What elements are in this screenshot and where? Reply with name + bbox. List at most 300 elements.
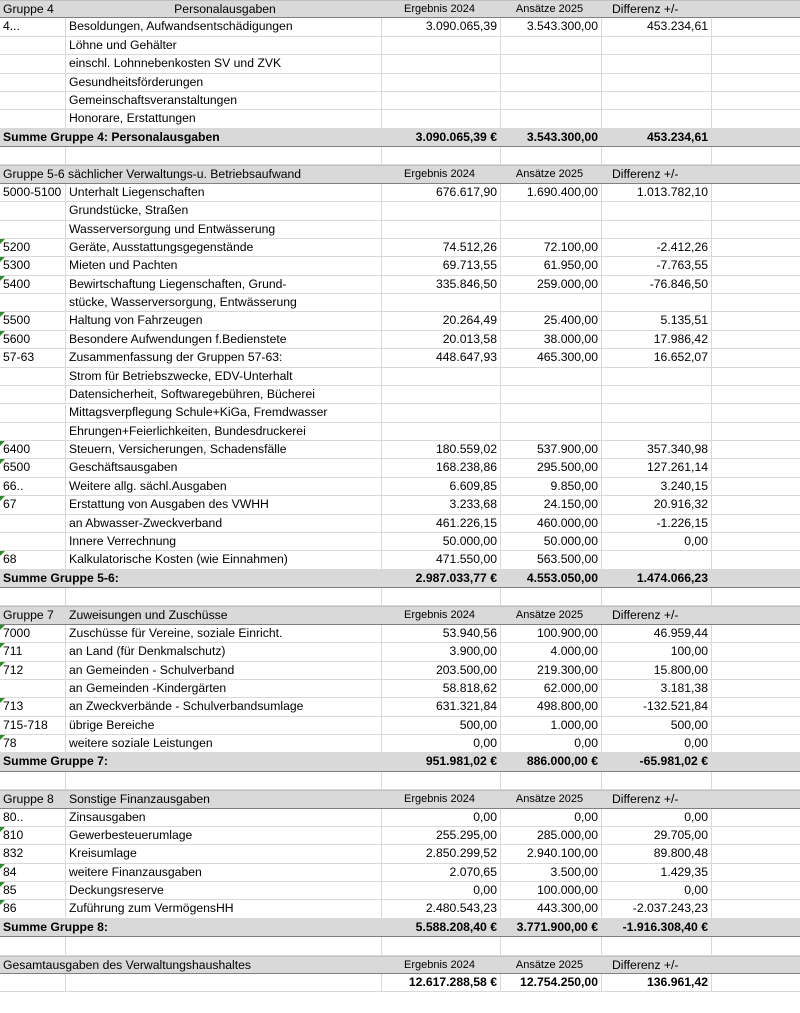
budget-2025-cell[interactable]: 3.500,00 [501,864,602,881]
account-cell[interactable]: 5300 [0,257,66,274]
table-row [0,110,800,128]
table-row [0,625,800,643]
budget-2025-cell[interactable]: 9.850,00 [501,478,602,495]
table-row [0,184,800,202]
result-2024-cell[interactable]: Ergebnis 2024 [382,791,501,807]
difference-cell[interactable] [602,772,712,789]
difference-cell[interactable]: -65.981,02 € [602,753,712,770]
difference-cell[interactable] [602,74,712,91]
group-header-row [0,165,800,183]
description-cell[interactable]: an Gemeinden -Kindergärten [66,680,382,697]
table-row [0,331,800,349]
description-cell[interactable]: Sonstige Finanzausgaben [66,791,382,807]
table-row [0,441,800,459]
description-cell[interactable]: Mieten und Pachten [66,257,382,274]
budget-2025-cell[interactable] [501,110,602,127]
budget-2025-cell[interactable]: 3.543.300,00 [501,18,602,35]
account-cell[interactable] [0,937,66,954]
budget-2025-cell[interactable] [501,74,602,91]
table-row [0,276,800,294]
budget-2025-cell[interactable]: Ansätze 2025 [501,1,602,17]
difference-cell[interactable]: -2.412,26 [602,239,712,256]
result-2024-cell[interactable] [382,74,501,91]
account-cell[interactable]: 68 [0,551,66,568]
result-2024-cell[interactable] [382,221,501,238]
result-2024-cell[interactable]: 2.070,65 [382,864,501,881]
budget-2025-cell[interactable] [501,423,602,440]
budget-2025-cell[interactable]: Ansätze 2025 [501,166,602,182]
result-2024-cell[interactable]: 0,00 [382,809,501,826]
budget-2025-cell[interactable] [501,55,602,72]
difference-cell[interactable] [602,202,712,219]
difference-cell[interactable]: 453.234,61 [602,129,712,146]
difference-cell[interactable]: 16.652,07 [602,349,712,366]
account-cell[interactable]: Gruppe 7 [0,607,66,623]
table-row [0,202,800,220]
account-cell[interactable]: 832 [0,845,66,862]
description-cell[interactable]: übrige Bereiche [66,717,382,734]
budget-2025-cell[interactable]: Ansätze 2025 [501,791,602,807]
difference-cell[interactable] [602,37,712,54]
difference-cell[interactable]: 0,00 [602,533,712,550]
description-cell[interactable]: an Zweckverbände - Schulverbandsumlage [66,698,382,715]
difference-cell[interactable] [602,147,712,164]
result-2024-cell[interactable]: 3.233,68 [382,496,501,513]
budget-2025-cell[interactable] [501,404,602,421]
table-row [0,92,800,110]
description-cell[interactable] [66,147,382,164]
account-cell[interactable]: 78 [0,735,66,752]
description-cell[interactable] [66,974,382,991]
description-cell[interactable]: Honorare, Erstattungen [66,110,382,127]
budget-2025-cell[interactable]: 563.500,00 [501,551,602,568]
result-2024-cell[interactable]: 335.846,50 [382,276,501,293]
account-cell[interactable]: Summe Gruppe 4: Personalausgaben [3,129,220,144]
difference-cell[interactable] [602,551,712,568]
description-cell[interactable]: Kreisumlage [66,845,382,862]
difference-cell[interactable]: 3.181,38 [602,680,712,697]
budget-2025-cell[interactable]: Ansätze 2025 [501,607,602,623]
budget-2025-cell[interactable]: 24.150,00 [501,496,602,513]
description-cell[interactable]: Steuern, Versicherungen, Schadensfälle [66,441,382,458]
description-cell[interactable]: Löhne und Gehälter [66,37,382,54]
description-cell[interactable] [66,570,382,587]
account-cell[interactable]: Gruppe 4 [0,1,66,17]
result-2024-cell[interactable]: 3.090.065,39 [382,18,501,35]
table-row [0,515,800,533]
result-2024-cell[interactable]: 0,00 [382,882,501,899]
budget-2025-cell[interactable]: 0,00 [501,809,602,826]
budget-2025-cell[interactable]: 38.000,00 [501,331,602,348]
result-2024-cell[interactable]: 20.013,58 [382,331,501,348]
difference-cell[interactable] [602,92,712,109]
description-cell[interactable]: Weitere allg. sächl.Ausgaben [66,478,382,495]
account-cell[interactable] [0,772,66,789]
account-cell[interactable]: Summe Gruppe 8: [3,919,108,934]
budget-2025-cell[interactable] [501,202,602,219]
description-cell[interactable]: Kalkulatorische Kosten (wie Einnahmen) [66,551,382,568]
result-2024-cell[interactable] [382,368,501,385]
account-cell[interactable] [0,74,66,91]
account-cell[interactable] [0,202,66,219]
difference-cell[interactable]: -2.037.243,23 [602,900,712,917]
budget-2025-cell[interactable]: 4.000,00 [501,643,602,660]
difference-cell[interactable] [602,221,712,238]
difference-cell[interactable]: -76.846,50 [602,276,712,293]
budget-2025-cell[interactable]: 259.000,00 [501,276,602,293]
budget-2025-cell[interactable]: 443.300,00 [501,900,602,917]
description-cell[interactable]: Datensicherheit, Softwaregebühren, Bücherei [66,386,382,403]
result-2024-cell[interactable] [382,92,501,109]
account-cell[interactable]: 6400 [0,441,66,458]
result-2024-cell[interactable]: 53.940,56 [382,625,501,642]
result-2024-cell[interactable] [382,386,501,403]
blank-row [0,147,800,165]
budget-2025-cell[interactable] [501,294,602,311]
budget-2025-cell[interactable]: 62.000,00 [501,680,602,697]
result-2024-cell[interactable]: 951.981,02 € [382,753,501,770]
account-cell[interactable] [0,515,66,532]
group-header-row [0,790,800,808]
result-2024-cell[interactable]: 471.550,00 [382,551,501,568]
budget-2025-cell[interactable]: 1.000,00 [501,717,602,734]
table-row [0,55,800,73]
result-2024-cell[interactable]: 3.090.065,39 € [382,129,501,146]
account-cell[interactable]: 84 [0,864,66,881]
account-cell[interactable]: Gruppe 5-6 sächlicher Verwaltungs-u. Betriebsaufwand [0,166,66,182]
table-row [0,827,800,845]
result-2024-cell[interactable]: 168.238,86 [382,459,501,476]
table-row [0,662,800,680]
budget-2025-cell[interactable]: 537.900,00 [501,441,602,458]
budget-2025-cell[interactable]: Ansätze 2025 [501,957,602,973]
result-2024-cell[interactable] [382,110,501,127]
table-row [0,900,800,918]
difference-cell[interactable]: 127.261,14 [602,459,712,476]
account-cell[interactable]: 7000 [0,625,66,642]
description-cell[interactable]: Bewirtschaftung Liegenschaften, Grund- [66,276,382,293]
group-sum-row [0,129,800,147]
table-row [0,349,800,367]
budget-2025-cell[interactable]: 4.553.050,00 [501,570,602,587]
budget-2025-cell[interactable]: 100.900,00 [501,625,602,642]
result-2024-cell[interactable] [382,937,501,954]
result-2024-cell[interactable] [382,37,501,54]
difference-cell[interactable]: -1.226,15 [602,515,712,532]
difference-cell[interactable]: 20.916,32 [602,496,712,513]
description-cell[interactable] [66,772,382,789]
account-cell[interactable]: 5600 [0,331,66,348]
result-2024-cell[interactable] [382,423,501,440]
description-cell[interactable]: Besondere Aufwendungen f.Bedienstete [66,331,382,348]
difference-cell[interactable]: 1.474.066,23 [602,570,712,587]
result-2024-cell[interactable] [382,202,501,219]
group-sum-row [0,919,800,937]
budget-2025-cell[interactable]: 886.000,00 € [501,753,602,770]
result-2024-cell[interactable]: Ergebnis 2024 [382,957,501,973]
difference-cell[interactable]: 453.234,61 [602,18,712,35]
account-cell[interactable]: 80.. [0,809,66,826]
difference-cell[interactable] [602,386,712,403]
difference-cell[interactable]: Differenz +/- [602,166,712,182]
budget-2025-cell[interactable]: 12.754.250,00 [501,974,602,991]
account-cell[interactable]: 810 [0,827,66,844]
budget-2025-cell[interactable]: 3.543.300,00 [501,129,602,146]
difference-cell[interactable]: 1.429,35 [602,864,712,881]
account-cell[interactable]: 711 [0,643,66,660]
difference-cell[interactable] [602,368,712,385]
description-cell[interactable]: Geräte, Ausstattungsgegenstände [66,239,382,256]
difference-cell[interactable]: 0,00 [602,882,712,899]
result-2024-cell[interactable]: 3.900,00 [382,643,501,660]
result-2024-cell[interactable]: Ergebnis 2024 [382,607,501,623]
account-cell[interactable]: Gruppe 8 [0,791,66,807]
account-cell[interactable] [0,386,66,403]
description-cell[interactable]: einschl. Lohnnebenkosten SV und ZVK [66,55,382,72]
difference-cell[interactable]: 0,00 [602,809,712,826]
difference-cell[interactable]: 3.240,15 [602,478,712,495]
result-2024-cell[interactable] [382,588,501,605]
description-cell[interactable]: Gemeinschaftsveranstaltungen [66,92,382,109]
description-cell[interactable]: Deckungsreserve [66,882,382,899]
result-2024-cell[interactable]: 500,00 [382,717,501,734]
difference-cell[interactable]: 357.340,98 [602,441,712,458]
description-cell[interactable] [66,588,382,605]
group-sum-row [0,753,800,771]
budget-2025-cell[interactable] [501,92,602,109]
description-cell[interactable]: Haltung von Fahrzeugen [66,312,382,329]
description-cell[interactable] [66,166,382,182]
account-cell[interactable]: 5200 [0,239,66,256]
difference-cell[interactable]: 0,00 [602,735,712,752]
account-cell[interactable]: Gesamtausgaben des Verwaltungshaushaltes [0,957,382,973]
result-2024-cell[interactable]: 180.559,02 [382,441,501,458]
account-cell[interactable] [0,533,66,550]
table-row [0,423,800,441]
difference-cell[interactable]: Differenz +/- [602,791,712,807]
description-cell[interactable]: Besoldungen, Aufwandsentschädigungen [66,18,382,35]
account-cell[interactable]: 715-718 [0,717,66,734]
budget-2025-cell[interactable]: 0,00 [501,735,602,752]
account-cell[interactable]: 712 [0,662,66,679]
budget-2025-cell[interactable] [501,937,602,954]
difference-cell[interactable] [602,937,712,954]
description-cell[interactable]: Ehrungen+Feierlichkeiten, Bundesdruckerei [66,423,382,440]
result-2024-cell[interactable] [382,55,501,72]
table-row [0,809,800,827]
account-cell[interactable]: Summe Gruppe 5-6: [3,570,119,585]
result-2024-cell[interactable]: 448.647,93 [382,349,501,366]
description-cell[interactable]: weitere Finanzausgaben [66,864,382,881]
account-cell[interactable]: Summe Gruppe 7: [3,754,108,769]
difference-cell[interactable]: -1.916.308,40 € [602,919,712,936]
result-2024-cell[interactable]: Ergebnis 2024 [382,166,501,182]
difference-cell[interactable]: 15.800,00 [602,662,712,679]
budget-2025-cell[interactable] [501,37,602,54]
result-2024-cell[interactable]: 50.000,00 [382,533,501,550]
account-cell[interactable] [0,110,66,127]
budget-2025-cell[interactable] [501,386,602,403]
difference-cell[interactable]: 100,00 [602,643,712,660]
difference-cell[interactable] [602,55,712,72]
result-2024-cell[interactable]: 74.512,26 [382,239,501,256]
budget-2025-cell[interactable]: 1.690.400,00 [501,184,602,201]
account-cell[interactable] [0,294,66,311]
result-2024-cell[interactable]: 255.295,00 [382,827,501,844]
result-2024-cell[interactable]: 676.617,90 [382,184,501,201]
difference-cell[interactable]: 89.800,48 [602,845,712,862]
account-cell[interactable] [0,92,66,109]
result-2024-cell[interactable]: 5.588.208,40 € [382,919,501,936]
account-cell[interactable] [0,147,66,164]
account-cell[interactable]: 5000-5100 [0,184,66,201]
description-cell[interactable]: Zusammenfassung der Gruppen 57-63: [66,349,382,366]
description-cell[interactable]: Geschäftsausgaben [66,459,382,476]
account-cell[interactable] [0,404,66,421]
budget-2025-cell[interactable]: 72.100,00 [501,239,602,256]
description-cell[interactable]: Unterhalt Liegenschaften [66,184,382,201]
description-cell[interactable]: Gesundheitsförderungen [66,74,382,91]
description-cell[interactable] [66,919,382,936]
budget-2025-cell[interactable]: 465.300,00 [501,349,602,366]
difference-cell[interactable] [602,423,712,440]
result-2024-cell[interactable]: Ergebnis 2024 [382,1,501,17]
budget-2025-cell[interactable]: 219.300,00 [501,662,602,679]
difference-cell[interactable]: Differenz +/- [602,957,712,973]
table-row [0,882,800,900]
description-cell[interactable] [66,753,382,770]
budget-2025-cell[interactable]: 460.000,00 [501,515,602,532]
description-cell[interactable]: weitere soziale Leistungen [66,735,382,752]
difference-cell[interactable]: 17.986,42 [602,331,712,348]
description-cell[interactable] [66,129,382,146]
account-cell[interactable]: 66.. [0,478,66,495]
difference-cell[interactable]: 500,00 [602,717,712,734]
budget-2025-cell[interactable] [501,772,602,789]
group-header-row [0,956,800,974]
account-cell[interactable] [0,37,66,54]
budget-2025-cell[interactable]: 295.500,00 [501,459,602,476]
difference-cell[interactable]: Differenz +/- [602,1,712,17]
difference-cell[interactable] [602,404,712,421]
account-cell[interactable]: 713 [0,698,66,715]
result-2024-cell[interactable]: 0,00 [382,735,501,752]
description-cell[interactable]: stücke, Wasserversorgung, Entwässerung [66,294,382,311]
account-cell[interactable]: 86 [0,900,66,917]
result-2024-cell[interactable]: 2.850.299,52 [382,845,501,862]
description-cell[interactable]: Zinsausgaben [66,809,382,826]
table-row [0,257,800,275]
description-cell[interactable]: an Gemeinden - Schulverband [66,662,382,679]
result-2024-cell[interactable]: 203.500,00 [382,662,501,679]
difference-cell[interactable] [602,588,712,605]
table-row [0,459,800,477]
account-cell[interactable]: 4... [0,18,66,35]
group-sum-row [0,570,800,588]
blank-row [0,937,800,955]
difference-cell[interactable]: 29.705,00 [602,827,712,844]
description-cell[interactable]: an Land (für Denkmalschutz) [66,643,382,660]
result-2024-cell[interactable]: 2.987.033,77 € [382,570,501,587]
budget-2025-cell[interactable] [501,221,602,238]
account-cell[interactable]: 6500 [0,459,66,476]
difference-cell[interactable]: -7.763,55 [602,257,712,274]
account-cell[interactable]: 5400 [0,276,66,293]
description-cell[interactable]: an Abwasser-Zweckverband [66,515,382,532]
result-2024-cell[interactable]: 461.226,15 [382,515,501,532]
account-cell[interactable] [0,55,66,72]
difference-cell[interactable] [602,110,712,127]
description-cell[interactable]: Strom für Betriebszwecke, EDV-Unterhalt [66,368,382,385]
result-2024-cell[interactable] [382,294,501,311]
account-cell[interactable] [0,974,66,991]
budget-2025-cell[interactable]: 2.940.100,00 [501,845,602,862]
difference-cell[interactable]: -132.521,84 [602,698,712,715]
description-cell[interactable]: Gewerbesteuerumlage [66,827,382,844]
description-cell[interactable]: Mittagsverpflegung Schule+KiGa, Fremdwasser [66,404,382,421]
budget-2025-cell[interactable]: 25.400,00 [501,312,602,329]
difference-cell[interactable]: 136.961,42 [602,974,712,991]
budget-2025-cell[interactable]: 61.950,00 [501,257,602,274]
result-2024-cell[interactable]: 12.617.288,58 € [382,974,501,991]
budget-2025-cell[interactable] [501,368,602,385]
description-cell[interactable]: Zuschüsse für Vereine, soziale Einricht. [66,625,382,642]
budget-2025-cell[interactable]: 285.000,00 [501,827,602,844]
budget-2025-cell[interactable] [501,588,602,605]
result-2024-cell[interactable]: 20.264,49 [382,312,501,329]
table-row [0,735,800,753]
description-cell[interactable]: Innere Verrechnung [66,533,382,550]
budget-2025-cell[interactable] [501,147,602,164]
budget-2025-cell[interactable]: 100.000,00 [501,882,602,899]
description-cell[interactable] [66,937,382,954]
description-cell[interactable]: Zuführung zum VermögensHH [66,900,382,917]
account-cell[interactable] [0,221,66,238]
description-cell[interactable]: Wasserversorgung und Entwässerung [66,221,382,238]
result-2024-cell[interactable]: 631.321,84 [382,698,501,715]
description-cell[interactable]: Personalausgaben [66,1,382,17]
account-cell[interactable] [0,588,66,605]
description-cell[interactable]: Zuweisungen und Zuschüsse [66,607,382,623]
result-2024-cell[interactable] [382,404,501,421]
table-row [0,717,800,735]
description-cell[interactable]: Grundstücke, Straßen [66,202,382,219]
result-2024-cell[interactable]: 6.609,85 [382,478,501,495]
difference-cell[interactable]: 5.135,51 [602,312,712,329]
account-cell[interactable]: 67 [0,496,66,513]
account-cell[interactable]: 57-63 [0,349,66,366]
budget-2025-cell[interactable]: 498.800,00 [501,698,602,715]
difference-cell[interactable] [602,294,712,311]
budget-2025-cell[interactable]: 50.000,00 [501,533,602,550]
budget-2025-cell[interactable]: 3.771.900,00 € [501,919,602,936]
description-cell[interactable]: Erstattung von Ausgaben des VWHH [66,496,382,513]
account-cell[interactable] [0,680,66,697]
result-2024-cell[interactable] [382,772,501,789]
difference-cell[interactable]: 1.013.782,10 [602,184,712,201]
difference-cell[interactable]: Differenz +/- [602,607,712,623]
table-row [0,478,800,496]
account-cell[interactable] [0,423,66,440]
result-2024-cell[interactable]: 2.480.543,23 [382,900,501,917]
result-2024-cell[interactable] [382,147,501,164]
account-cell[interactable]: 5500 [0,312,66,329]
result-2024-cell[interactable]: 58.818,62 [382,680,501,697]
account-cell[interactable]: 85 [0,882,66,899]
result-2024-cell[interactable]: 69.713,55 [382,257,501,274]
difference-cell[interactable]: 46.959,44 [602,625,712,642]
account-cell[interactable] [0,368,66,385]
